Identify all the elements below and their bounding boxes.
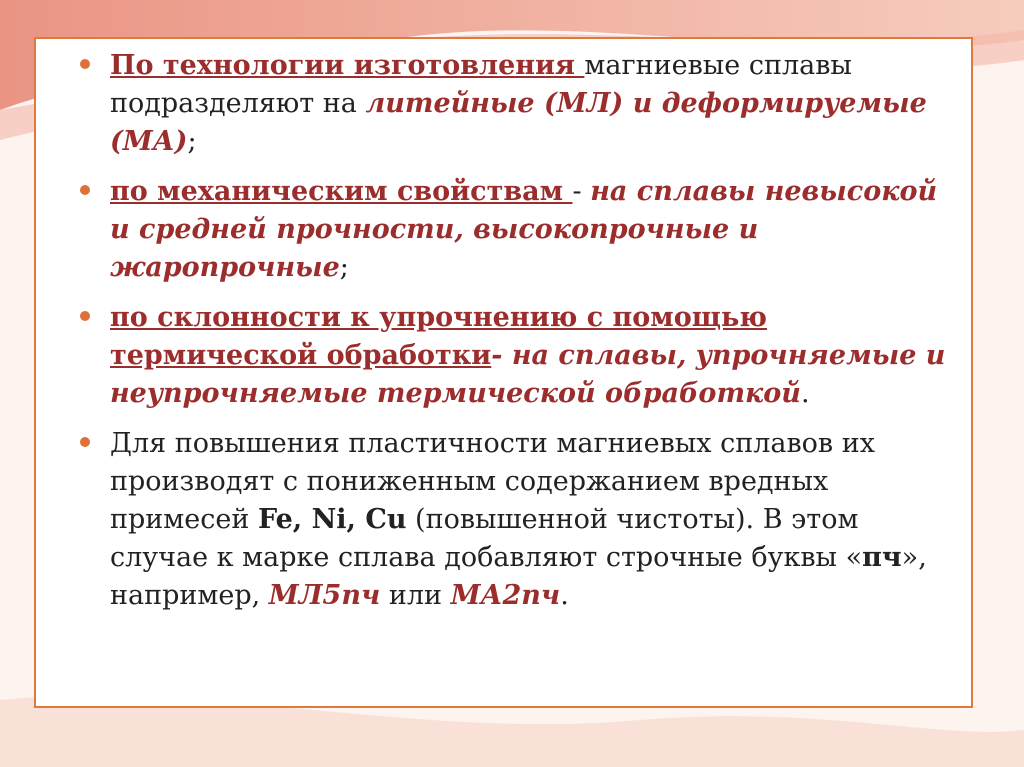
content-frame bbox=[34, 37, 973, 708]
text-segment: на сплавы невысокой и средней прочности, высокопрочные и жаропрочные bbox=[110, 176, 938, 283]
text-segment: МЛ5пч bbox=[268, 580, 381, 611]
text-segment: (повышенной чистоты). В этом случае к марке сплава добавляют строчные буквы « bbox=[110, 504, 863, 573]
text-segment: », например, bbox=[110, 542, 927, 611]
text-segment: МА2пч bbox=[450, 580, 561, 611]
text-segment: литейные (МЛ) и деформируемые (МА) bbox=[110, 88, 927, 157]
list-item bbox=[78, 299, 958, 413]
text-segment: ; bbox=[187, 126, 197, 157]
text-segment: Для повышения пластичности магниевых сплавов их производят с пониженным содержанием вредных примесей bbox=[110, 428, 875, 535]
text-segment: ; bbox=[339, 252, 349, 283]
text-segment: . bbox=[800, 378, 810, 409]
bullet-icon bbox=[80, 311, 90, 321]
bullet-list bbox=[78, 47, 958, 627]
list-item bbox=[78, 173, 958, 287]
text-segment: по склонности к упрочнению с помощью термической обработки bbox=[110, 302, 767, 371]
bullet-icon bbox=[80, 437, 90, 447]
text-segment: По технологии изготовления bbox=[110, 50, 585, 81]
bullet-icon bbox=[80, 59, 90, 69]
text-segment: пч bbox=[862, 542, 902, 573]
text-segment: - bbox=[572, 176, 591, 207]
list-item bbox=[78, 47, 958, 161]
text-segment: или bbox=[380, 580, 451, 611]
list-item bbox=[78, 425, 958, 615]
text-segment: по механическим свойствам bbox=[110, 176, 573, 207]
text-segment: магниевые сплавы подразделяют на bbox=[110, 50, 852, 119]
bullet-icon bbox=[80, 185, 90, 195]
text-segment: Fe, Ni, Cu bbox=[257, 504, 407, 535]
text-segment: . bbox=[560, 580, 569, 611]
text-segment: - на сплавы, упрочняемые и неупрочняемые термической обработкой bbox=[110, 340, 946, 409]
